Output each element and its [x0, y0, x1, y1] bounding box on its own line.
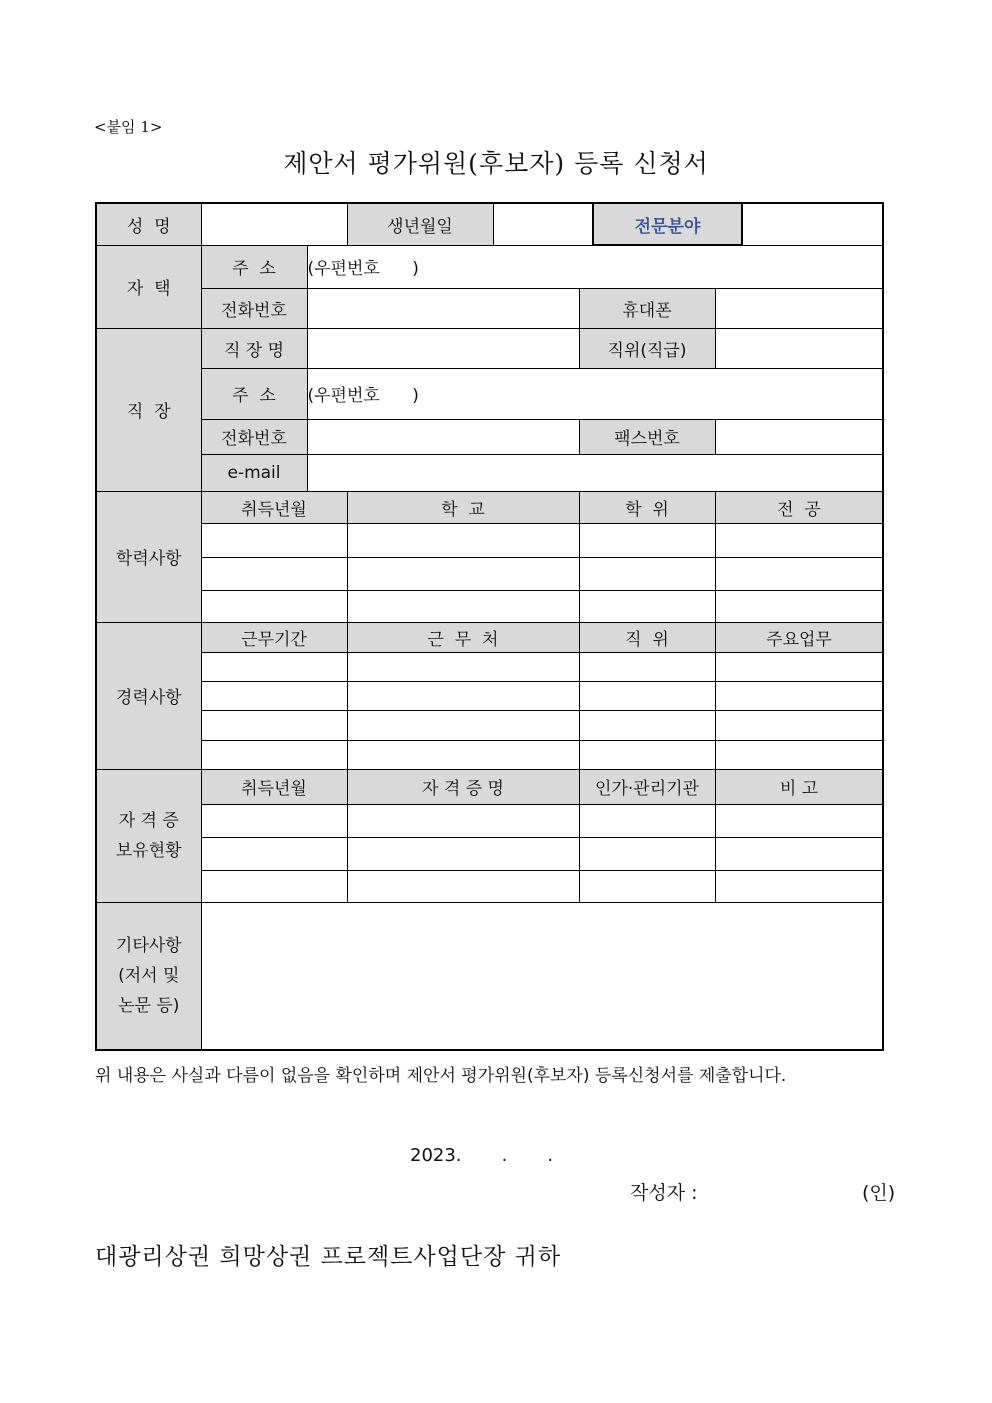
education-label: 학력사항: [96, 491, 201, 622]
name-label: 성 명: [96, 203, 201, 245]
seal-mark: (인): [862, 1182, 896, 1204]
license-cell[interactable]: [201, 804, 347, 837]
career-row: [96, 652, 883, 681]
education-header-school: 학 교: [347, 491, 579, 523]
attachment-label: <붙임 1>: [94, 118, 163, 136]
education-cell[interactable]: [715, 590, 883, 622]
home-address-field[interactable]: [307, 245, 883, 288]
mobile-field[interactable]: [715, 288, 883, 328]
application-form-table: [95, 202, 884, 1051]
license-header-name: 자 격 증 명: [347, 769, 579, 804]
license-cell[interactable]: [201, 870, 347, 902]
license-row: [96, 870, 883, 902]
home-phone-field[interactable]: [307, 288, 579, 328]
other-field[interactable]: [201, 902, 883, 1050]
license-cell[interactable]: [579, 804, 715, 837]
date-line: 2023. . .: [410, 1145, 554, 1166]
company-label: 직 장 명: [201, 328, 307, 368]
education-cell[interactable]: [201, 590, 347, 622]
education-header-major: 전 공: [715, 491, 883, 523]
specialty-label: [593, 203, 742, 245]
document-title: 제안서 평가위원(후보자) 등록 신청서: [283, 149, 709, 178]
career-cell[interactable]: [201, 710, 347, 740]
career-cell[interactable]: [347, 740, 579, 769]
license-label-line2: 보유현황: [115, 840, 182, 861]
specialty-label-text: 전문분야: [634, 216, 701, 237]
declaration-text: 위 내용은 사실과 다름이 없음을 확인하며 제안서 평가위원(후보자) 등록신청서를 제출합니다.: [95, 1066, 787, 1086]
license-label: [96, 769, 201, 902]
education-header-degree: 학 위: [579, 491, 715, 523]
career-row: [96, 710, 883, 740]
education-cell[interactable]: [201, 523, 347, 557]
education-cell[interactable]: [347, 590, 579, 622]
education-cell[interactable]: [715, 523, 883, 557]
career-cell[interactable]: [579, 710, 715, 740]
career-cell[interactable]: [715, 681, 883, 710]
education-cell[interactable]: [579, 523, 715, 557]
email-label: e-mail: [201, 454, 307, 491]
license-cell[interactable]: [347, 837, 579, 870]
career-row: [96, 681, 883, 710]
work-postal-text: (우편번호 ): [307, 386, 419, 406]
career-cell[interactable]: [201, 681, 347, 710]
license-cell[interactable]: [579, 837, 715, 870]
position-label: 직위(직급): [579, 328, 715, 368]
education-row: [96, 523, 883, 557]
other-label: [96, 902, 201, 1050]
career-cell[interactable]: [347, 681, 579, 710]
license-header-date: 취득년월: [201, 769, 347, 804]
other-label-line3: 논문 등): [118, 995, 180, 1016]
addressee-line: 대광리상권 희망상권 프로젝트사업단장 귀하: [95, 1244, 562, 1270]
career-cell[interactable]: [579, 652, 715, 681]
other-label-line1: 기타사항: [115, 935, 182, 956]
writer-label: 작성자 :: [630, 1182, 698, 1204]
home-label: 자 택: [96, 245, 201, 328]
career-header-position: 직 위: [579, 622, 715, 652]
career-cell[interactable]: [201, 740, 347, 769]
career-cell[interactable]: [579, 681, 715, 710]
home-phone-label: 전화번호: [201, 288, 307, 328]
work-phone-label: 전화번호: [201, 419, 307, 454]
education-header-date: 취득년월: [201, 491, 347, 523]
other-label-line2: (저서 및: [118, 965, 180, 986]
home-postal-text: (우편번호 ): [307, 259, 419, 280]
work-label: 직 장: [96, 328, 201, 491]
education-cell[interactable]: [715, 557, 883, 590]
fax-field[interactable]: [715, 419, 883, 454]
education-cell[interactable]: [579, 557, 715, 590]
birth-label: 생년월일: [347, 203, 493, 245]
career-label: 경력사항: [96, 622, 201, 769]
mobile-label: 휴대폰: [579, 288, 715, 328]
license-cell[interactable]: [347, 804, 579, 837]
email-field[interactable]: [307, 454, 883, 491]
license-cell[interactable]: [201, 837, 347, 870]
career-cell[interactable]: [715, 740, 883, 769]
birth-field[interactable]: [493, 203, 593, 245]
license-cell[interactable]: [715, 870, 883, 902]
license-header-remarks: 비 고: [715, 769, 883, 804]
work-address-field[interactable]: [307, 368, 883, 419]
company-field[interactable]: [307, 328, 579, 368]
career-header-workplace: 근 무 처: [347, 622, 579, 652]
education-row: [96, 590, 883, 622]
education-cell[interactable]: [201, 557, 347, 590]
license-label-line1: 자 격 증: [118, 810, 179, 831]
career-header-period: 근무기간: [201, 622, 347, 652]
career-cell[interactable]: [347, 710, 579, 740]
education-cell[interactable]: [347, 557, 579, 590]
home-address-label: 주 소: [201, 245, 307, 288]
career-cell[interactable]: [715, 710, 883, 740]
position-field[interactable]: [715, 328, 883, 368]
career-cell[interactable]: [201, 652, 347, 681]
name-field[interactable]: [201, 203, 347, 245]
work-address-label: 주 소: [201, 368, 307, 419]
career-header-duties: 주요업무: [715, 622, 883, 652]
education-row: [96, 557, 883, 590]
career-cell[interactable]: [579, 740, 715, 769]
career-row: [96, 740, 883, 769]
work-phone-field[interactable]: [307, 419, 579, 454]
career-cell[interactable]: [715, 652, 883, 681]
license-row: [96, 837, 883, 870]
education-cell[interactable]: [579, 590, 715, 622]
fax-label: 팩스번호: [579, 419, 715, 454]
license-header-authority: 인가·관리기관: [579, 769, 715, 804]
license-row: [96, 804, 883, 837]
specialty-field[interactable]: [742, 203, 883, 245]
license-cell[interactable]: [715, 837, 883, 870]
license-cell[interactable]: [347, 870, 579, 902]
license-cell[interactable]: [715, 804, 883, 837]
career-cell[interactable]: [347, 652, 579, 681]
education-cell[interactable]: [347, 523, 579, 557]
license-cell[interactable]: [579, 870, 715, 902]
